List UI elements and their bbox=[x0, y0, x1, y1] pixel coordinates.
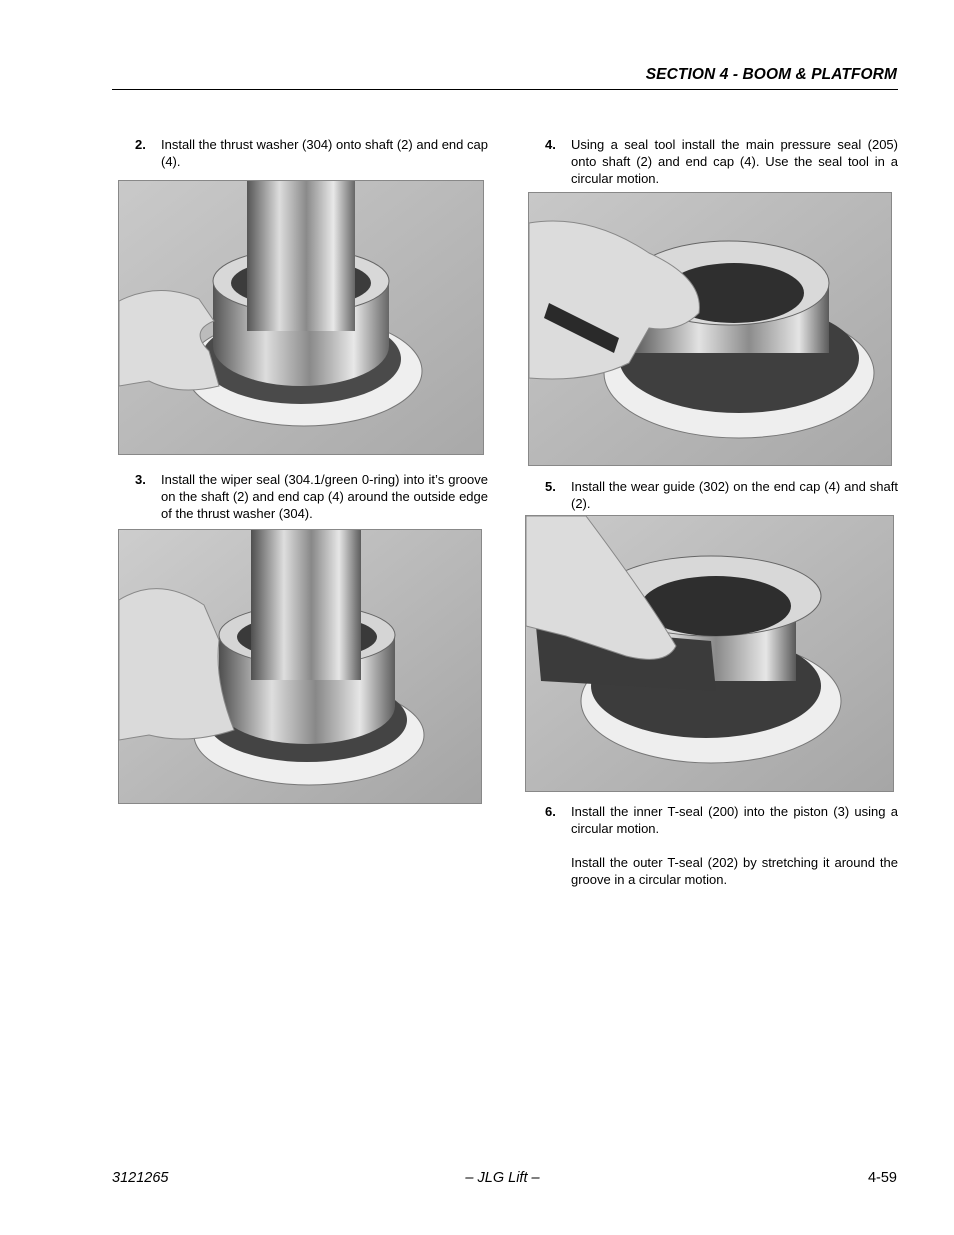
photo-thrust-washer bbox=[118, 180, 484, 455]
step-number: 2. bbox=[135, 137, 146, 152]
step-number: 4. bbox=[545, 137, 556, 152]
step-6 bbox=[545, 803, 898, 888]
photo-wear-guide bbox=[525, 515, 894, 792]
photo-pressure-seal bbox=[528, 192, 892, 466]
step-text: Install the thrust washer (304) onto shaft (2) and end cap (4). bbox=[161, 137, 488, 169]
step-text: Using a seal tool install the main pressure seal (205) onto shaft (2) and end cap (4). Use the seal tool in a circular motion. bbox=[571, 137, 898, 186]
step-2 bbox=[135, 136, 488, 170]
step-3 bbox=[135, 471, 488, 522]
header-divider bbox=[112, 89, 898, 90]
section-title: SECTION 4 - BOOM & PLATFORM bbox=[645, 66, 897, 83]
step-5 bbox=[545, 478, 898, 512]
doc-number: 3121265 bbox=[112, 1170, 169, 1186]
step-text: Install the inner T-seal (200) into the piston (3) using a circular motion. bbox=[571, 804, 898, 836]
step-number: 6. bbox=[545, 804, 556, 819]
step-text: Install the wiper seal (304.1/green 0-ring) into it’s groove on the shaft (2) and end cap (4) around the outside edge of the thrust washer (304). bbox=[161, 472, 488, 521]
photo-wiper-seal bbox=[118, 529, 482, 804]
step-4 bbox=[545, 136, 898, 187]
step-text: Install the wear guide (302) on the end cap (4) and shaft (2). bbox=[571, 479, 898, 511]
step-number: 3. bbox=[135, 472, 146, 487]
step-text-continued: Install the outer T-seal (202) by stretching it around the groove in a circular motion. bbox=[571, 855, 898, 887]
page-number: 4-59 bbox=[867, 1170, 897, 1186]
step-number: 5. bbox=[545, 479, 556, 494]
footer-center-text: – JLG Lift – bbox=[465, 1170, 540, 1186]
